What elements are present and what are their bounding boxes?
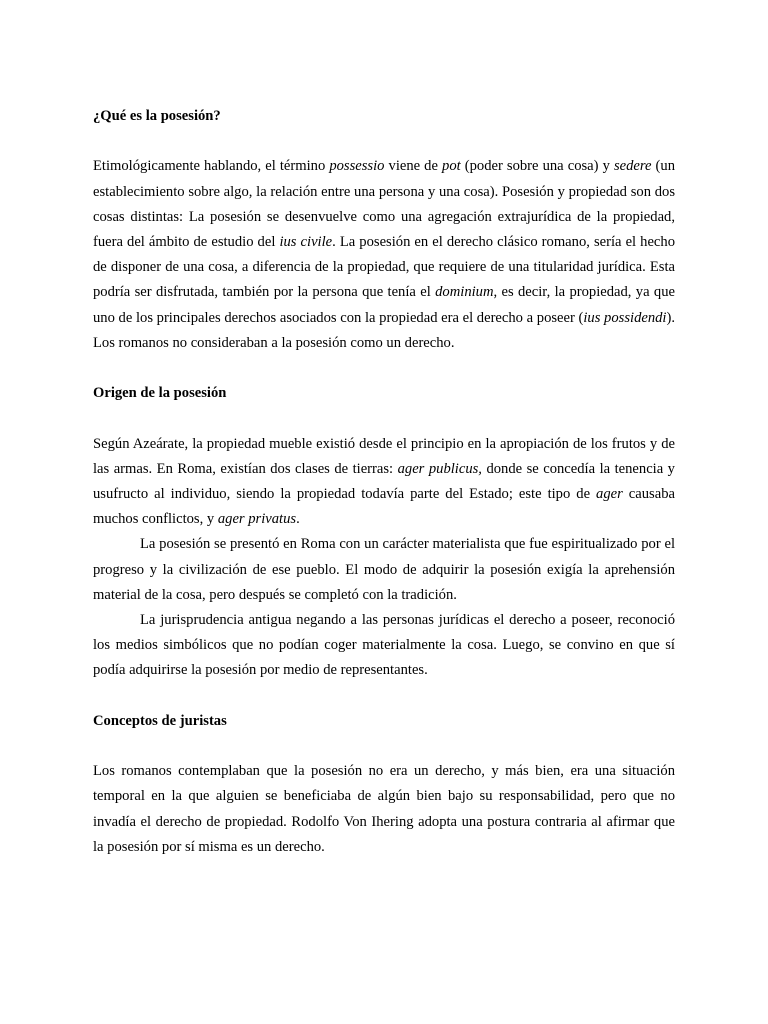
italic-term: ager privatus — [217, 511, 297, 528]
italic-term: pot — [442, 158, 461, 175]
section-heading-origen: Origen de la posesión — [93, 385, 227, 402]
italic-term: ius possidendi — [583, 309, 667, 326]
text-run: Los romanos contemplaban que la posesión no era un derecho, y más bien, era una situación temporal en la que alguien se beneficiaba de algún bien bajo su responsabilidad, pero que no invadía el derecho de propiedad. Rodolfo Von Ihering adopta una postura contraria al afirmar que la posesión por sí misma es un derecho. — [93, 763, 675, 855]
text-run: causaba muchos conflictos, y — [93, 486, 675, 528]
text-run: (un establecimiento sobre algo, la relación entre una persona y una cosa). Posesión y propiedad son dos cosas distintas: La posesión se desenvuelve como una agregación extrajurídica de la propiedad, fuera del ámbito de estudio del — [93, 158, 676, 250]
italic-term: ius civile — [279, 234, 333, 250]
italic-term: ager — [596, 486, 623, 502]
italic-term: ager publicus, — [397, 460, 482, 477]
text-run: viene de — [384, 158, 443, 175]
paragraph-etimologia — [93, 154, 675, 356]
section-heading-conceptos: Conceptos de juristas — [93, 712, 227, 729]
italic-term: dominium — [435, 284, 494, 301]
text-run: La posesión se presentó en Roma con un carácter materialista que fue espiritualizado por el progreso y la civilización de ese pueblo. El modo de adquirir la posesión exigía la aprehensión material de la cosa, pero después se completó con la tradición. — [93, 536, 675, 603]
italic-term: sedere — [613, 158, 652, 175]
text-run: La jurisprudencia antigua negando a las personas jurídicas el derecho a poseer, reconoció los medios simbólicos que no podían coger materialmente la cosa. Luego, se convino en que sí podía adquirirse la posesión por medio de representantes. — [93, 612, 675, 679]
italic-term: possessio — [329, 158, 385, 175]
section-heading-que-es-la-posesion: ¿Qué es la posesión? — [93, 108, 221, 124]
paragraph-azearate — [93, 432, 675, 533]
document-body — [93, 104, 675, 860]
paragraph-romanos — [93, 759, 675, 860]
text-run: Según Azeárate, la propiedad mueble existió desde el principio en la apropiación de los frutos y de las armas. En Roma, existían dos clases de tierras: — [93, 435, 675, 477]
paragraph-jurisprudencia — [93, 608, 675, 684]
text-run: (poder sobre una cosa) y — [460, 158, 614, 175]
text-run: donde se concedía la tenencia y usufructo al individuo, siendo la propiedad todavía parte del Estado; este tipo de — [93, 460, 675, 502]
text-run: . — [296, 511, 300, 528]
text-run: ). Los romanos no consideraban a la posesión como un derecho. — [93, 309, 676, 351]
text-run: Etimológicamente hablando, el término — [93, 158, 330, 175]
text-run: . La posesión en el derecho clásico romano, sería el hecho de disponer de una cosa, a diferencia de la propiedad, que requiere de una titularidad jurídica. Esta podría ser disfrutada, también por la persona que tenía el — [93, 234, 676, 301]
text-run: , es decir, la propiedad, ya que uno de los principales derechos asociados con la propiedad era el derecho a poseer ( — [93, 284, 675, 326]
paragraph-materialista — [93, 532, 675, 608]
